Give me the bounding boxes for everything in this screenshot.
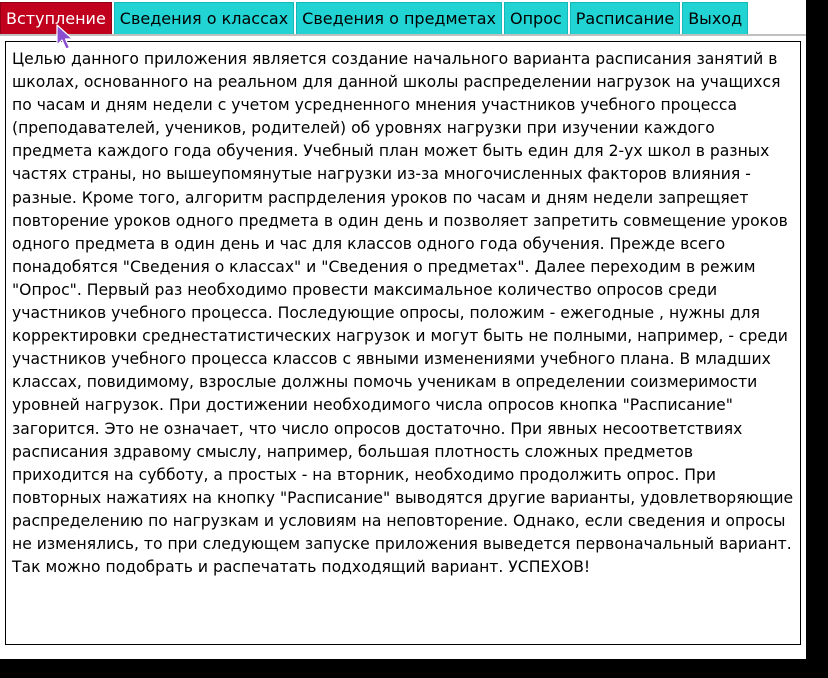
tab-subjects-info[interactable]: Сведения о предметах (296, 2, 502, 34)
tab-intro[interactable]: Вступление (0, 2, 112, 34)
intro-text-panel[interactable] (5, 41, 801, 645)
tab-exit[interactable]: Выход (682, 2, 748, 34)
tab-classes-info[interactable]: Сведения о классах (114, 2, 294, 34)
intro-text: Целью данного приложения является создание начального варианта расписания занятий в школах, основанного на реальном для данной школы распределении нагрузок на учащихся по часам и дням недели с учетом усредненного мнения участников учебного процесса (преподавателей, учеников, родителей) об уровнях нагрузки при изучении каждого предмета каждого года обучения. Учебный план может быть един для 2-ух школ в разных частях страны, но вышеупомянутые нагрузки из-за многочисленных факторов влияния - разные. Кроме того, алгоритм распрделения уроков по часам и дням недели запрещяет повторение уроков одного предмета в один день и позволяет запретить совмещение уроков одного предмета в один день и час для классов одного года обучения. Прежде всего понадобятся "Сведения о классах" и "Сведения о предметах". Далее переходим в режим "Опрос". Первый раз необходимо провести максимальное количество опросов среди участников учебного процесса. Последующие опросы, положим - ежегодные , нужны для корректировки среднестатистических нагрузок и могут быть не полными, например, - среди участников учебного процесса классов с явными изменениями учебного плана. В младших классах, повидимому, взрослые должны помочь ученикам в определении соизмеримости уровней нагрузок. При достижении необходимого числа опросов кнопка "Расписание" загорится. Это не означает, что число опросов достаточно. При явных несоответствиях расписания здравому смыслу, например, большая плотность сложных предметов приходится на субботу, а простых - на вторник, необходимо продолжить опрос. При повторных нажатиях на кнопку "Расписание" выводятся другие варианты, удовлетворяющие распределению по нагрузкам и условиям на неповторение. Однако, если сведения и опросы не изменялись, то при следующем запуске приложения выведется первоначальный вариант. Так можно подобрать и распечатать подходящий вариант. УСПЕХОВ! (12, 50, 794, 577)
mouse-pointer-icon (54, 24, 80, 50)
tab-divider (0, 34, 806, 36)
tab-bar (0, 2, 750, 34)
tab-survey[interactable]: Опрос (504, 2, 568, 34)
taskbar-strip (0, 659, 828, 678)
tab-schedule[interactable]: Расписание (570, 2, 680, 34)
